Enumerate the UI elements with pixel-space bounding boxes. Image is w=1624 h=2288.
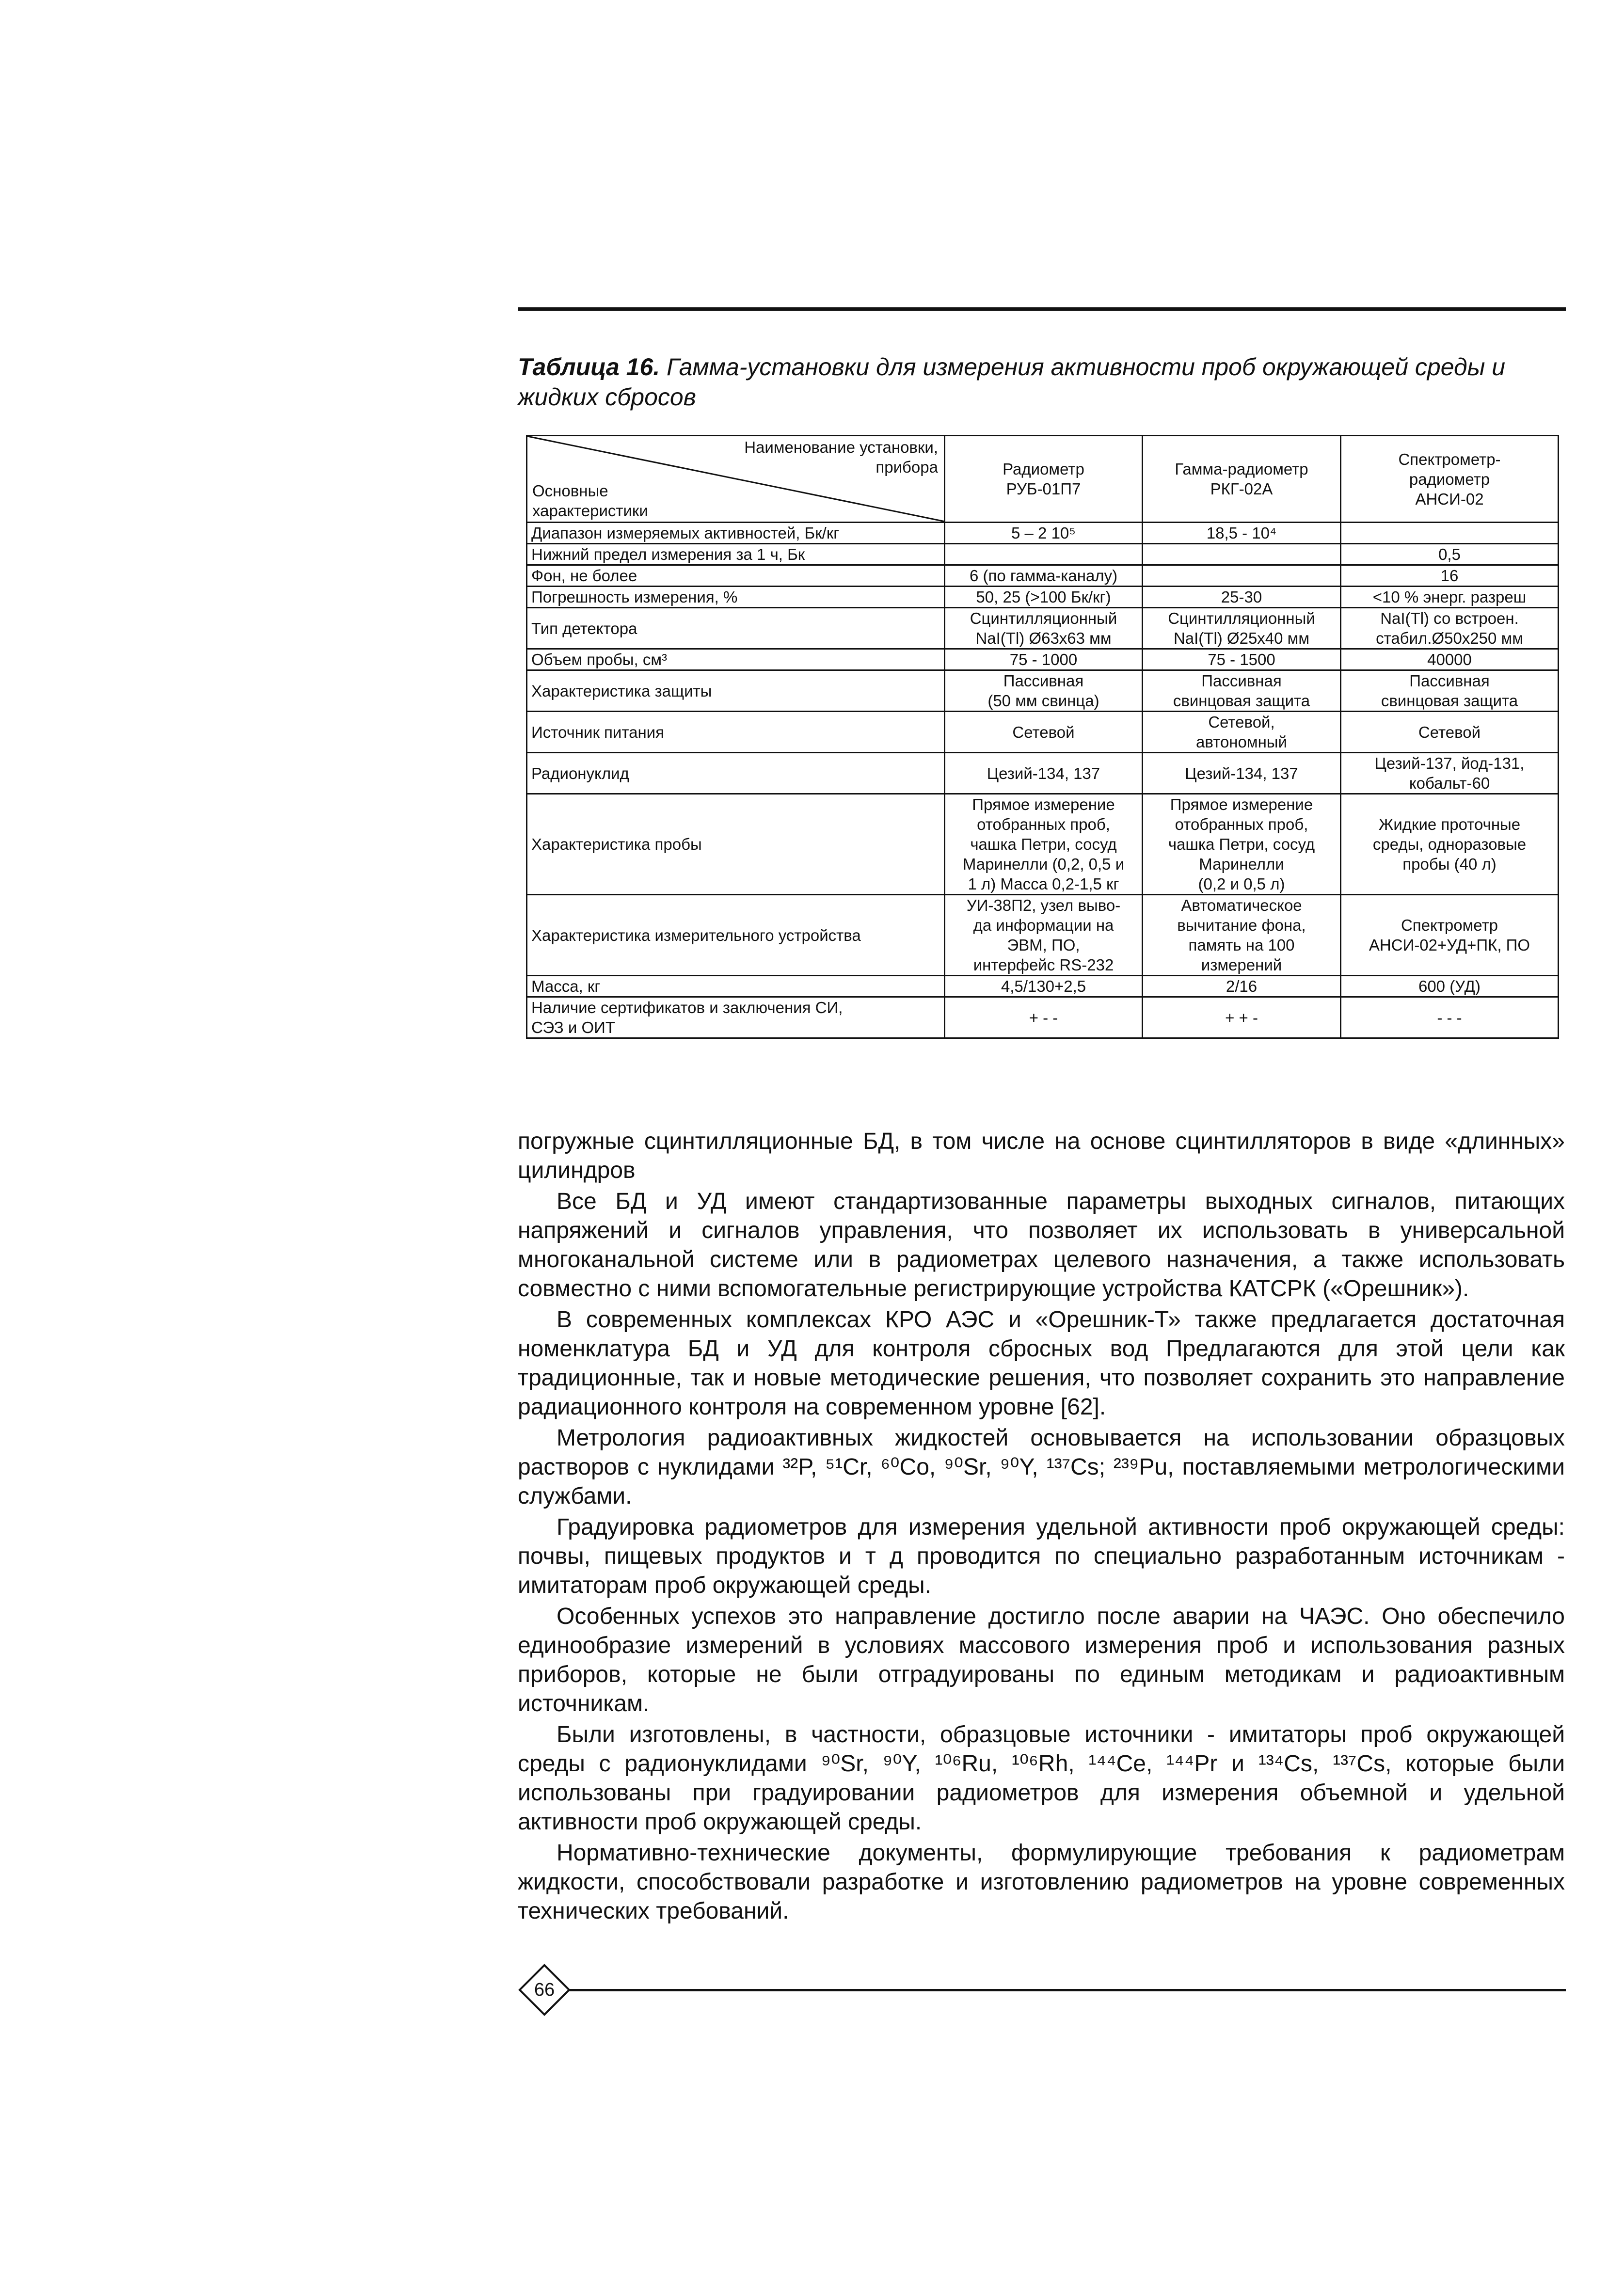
- row-label: Диапазон измеряемых активностей, Бк/кг: [527, 523, 945, 544]
- body-paragraph: Были изготовлены, в частности, образцовые источники - имитаторы проб окружающей среды с радионуклидами ⁹⁰Sr, ⁹⁰Y, ¹⁰⁶Ru, ¹⁰⁶Rh, ¹⁴⁴Ce, ¹⁴⁴Pr и ¹³⁴Cs, ¹³⁷Cs, которые были использованы при градуировании радиометров для измерения объемной и удельной активности проб окружающей среды.: [518, 1722, 1565, 1835]
- ansi-value: <10 % энерг. разреш: [1341, 587, 1559, 608]
- page-footer: [518, 1963, 1566, 2017]
- table-row: [527, 976, 1559, 997]
- row-label: Характеристика измерительного устройства: [527, 895, 945, 976]
- rub-value: УИ-38П2, узел выво- да информации на ЭВМ, ПО, интерфейс RS-232: [945, 895, 1143, 976]
- ansi-value: 600 (УД): [1341, 976, 1559, 997]
- body-paragraph: Все БД и УД имеют стандартизованные параметры выходных сигналов, питающих напряжений и сигналов управления, что позволяет их использовать в универсальной многоканальной системе или в радиометрах целевого назначения, а также использовать совместно с ними вспомогательные регистрирующие устройства КАТСРК («Орешник»).: [518, 1189, 1565, 1302]
- rkg-value: Цезий-134, 137: [1143, 753, 1341, 794]
- body-paragraph: Градуировка радиометров для измерения удельной активности проб окружающей среды: почвы, пищевых продуктов и т д проводится по специально разработанным источникам - имитаторам проб окружающей среды.: [518, 1514, 1565, 1598]
- row-label: Наличие сертификатов и заключения СИ, СЭЗ и ОИТ: [527, 997, 945, 1038]
- table-row: [527, 565, 1559, 587]
- rkg-value: Сцинтилляционный NaI(Tl) Ø25x40 мм: [1143, 608, 1341, 649]
- table-row: [527, 544, 1559, 565]
- column-header-rub: Радиометр РУБ-01П7: [945, 436, 1143, 523]
- row-label: Радионуклид: [527, 753, 945, 794]
- rub-value: Цезий-134, 137: [945, 753, 1143, 794]
- ansi-value: Пассивная свинцовая защита: [1341, 670, 1559, 712]
- body-paragraph: В современных комплексах КРО АЭС и «Орешник-Т» также предлагается достаточная номенклатура БД и УД для контроля сбросных вод Предлагаются для этой цели как традиционные, так и новые методические решения, что позволяет сохранить это направление радиационного контроля на современном уровне [62].: [518, 1307, 1565, 1420]
- table-header-row: [527, 436, 1559, 523]
- ansi-value: [1341, 523, 1559, 544]
- table-row: [527, 608, 1559, 649]
- rkg-value: [1143, 565, 1341, 587]
- rkg-value: 25-30: [1143, 587, 1341, 608]
- rub-value: 50, 25 (>100 Бк/кг): [945, 587, 1143, 608]
- corner-bottom-label: Основные характеристики: [532, 482, 648, 520]
- footer-rule: [568, 1989, 1566, 1991]
- corner-top-label: Наименование установки, прибора: [744, 438, 938, 476]
- column-header-rkg: Гамма-радиометр РКГ-02А: [1143, 436, 1341, 523]
- table-row: [527, 587, 1559, 608]
- table-row: [527, 523, 1559, 544]
- ansi-value: Цезий-137, йод-131, кобальт-60: [1341, 753, 1559, 794]
- rkg-value: 75 - 1500: [1143, 649, 1341, 670]
- ansi-value: Сетевой: [1341, 712, 1559, 753]
- ansi-value: Спектрометр АНСИ-02+УД+ПК, ПО: [1341, 895, 1559, 976]
- column-header-ansi: Спектрометр- радиометр АНСИ-02: [1341, 436, 1559, 523]
- rub-value: 6 (по гамма-каналу): [945, 565, 1143, 587]
- row-label: Характеристика защиты: [527, 670, 945, 712]
- rub-value: 5 – 2 10⁵: [945, 523, 1143, 544]
- table-row: [527, 649, 1559, 670]
- ansi-value: - - -: [1341, 997, 1559, 1038]
- table-corner-cell: [527, 436, 945, 523]
- row-label: Источник питания: [527, 712, 945, 753]
- row-label: Характеристика пробы: [527, 794, 945, 895]
- row-label: Погрешность измерения, %: [527, 587, 945, 608]
- table-row: [527, 753, 1559, 794]
- rub-value: + - -: [945, 997, 1143, 1038]
- table-row: [527, 895, 1559, 976]
- rkg-value: Сетевой, автономный: [1143, 712, 1341, 753]
- row-label: Нижний предел измерения за 1 ч, Бк: [527, 544, 945, 565]
- rkg-value: 2/16: [1143, 976, 1341, 997]
- rkg-value: Прямое измерение отобранных проб, чашка Петри, сосуд Маринелли (0,2 и 0,5 л): [1143, 794, 1341, 895]
- specs-table: [526, 435, 1559, 1039]
- row-label: Фон, не более: [527, 565, 945, 587]
- body-paragraph: Метрология радиоактивных жидкостей основывается на использовании образцовых растворов с нуклидами ³²P, ⁵¹Cr, ⁶⁰Co, ⁹⁰Sr, ⁹⁰Y, ¹³⁷Cs; ²³⁹Pu, поставляемыми метрологическими службами.: [518, 1425, 1565, 1509]
- table-row: [527, 997, 1559, 1038]
- row-label: Масса, кг: [527, 976, 945, 997]
- body-paragraph: Особенных успехов это направление достигло после аварии на ЧАЭС. Оно обеспечило единообразие измерений в условиях массового измерения проб и использования разных приборов, которые не были отградуированы по единым методикам и радиоактивным источникам.: [518, 1604, 1565, 1716]
- body-paragraph: погружные сцинтилляционные БД, в том числе на основе сцинтилляторов в виде «длинных» цилиндров: [518, 1128, 1565, 1183]
- table-row: [527, 670, 1559, 712]
- table-caption-text: Гамма-установки для измерения активности проб окружающей среды и жидких сбросов: [518, 353, 1506, 411]
- page-number: 66: [534, 1980, 555, 2000]
- rub-value: [945, 544, 1143, 565]
- rkg-value: + + -: [1143, 997, 1341, 1038]
- rkg-value: 18,5 - 10⁴: [1143, 523, 1341, 544]
- rub-value: 4,5/130+2,5: [945, 976, 1143, 997]
- rub-value: Сетевой: [945, 712, 1143, 753]
- ansi-value: Жидкие проточные среды, одноразовые пробы (40 л): [1341, 794, 1559, 895]
- rub-value: 75 - 1000: [945, 649, 1143, 670]
- body-paragraph: Нормативно-технические документы, формулирующие требования к радиометрам жидкости, способствовали разработке и изготовлению радиометров на уровне современных технических требований.: [518, 1840, 1565, 1924]
- rkg-value: Автоматическое вычитание фона, память на 100 измерений: [1143, 895, 1341, 976]
- rub-value: Прямое измерение отобранных проб, чашка Петри, сосуд Маринелли (0,2, 0,5 и 1 л) Масса 0,2-1,5 кг: [945, 794, 1143, 895]
- rub-value: Сцинтилляционный NaI(Tl) Ø63x63 мм: [945, 608, 1143, 649]
- ansi-value: 0,5: [1341, 544, 1559, 565]
- rub-value: Пассивная (50 мм свинца): [945, 670, 1143, 712]
- ansi-value: 40000: [1341, 649, 1559, 670]
- rkg-value: [1143, 544, 1341, 565]
- row-label: Объем пробы, см³: [527, 649, 945, 670]
- top-rule: [518, 307, 1566, 311]
- table-row: [527, 794, 1559, 895]
- table-row: [527, 712, 1559, 753]
- body-text: [518, 1127, 1565, 1926]
- ansi-value: 16: [1341, 565, 1559, 587]
- row-label: Тип детектора: [527, 608, 945, 649]
- rkg-value: Пассивная свинцовая защита: [1143, 670, 1341, 712]
- table-caption-label: Таблица 16.: [518, 353, 660, 381]
- table-caption: [518, 352, 1566, 412]
- ansi-value: NaI(Tl) со встроен. стабил.Ø50x250 мм: [1341, 608, 1559, 649]
